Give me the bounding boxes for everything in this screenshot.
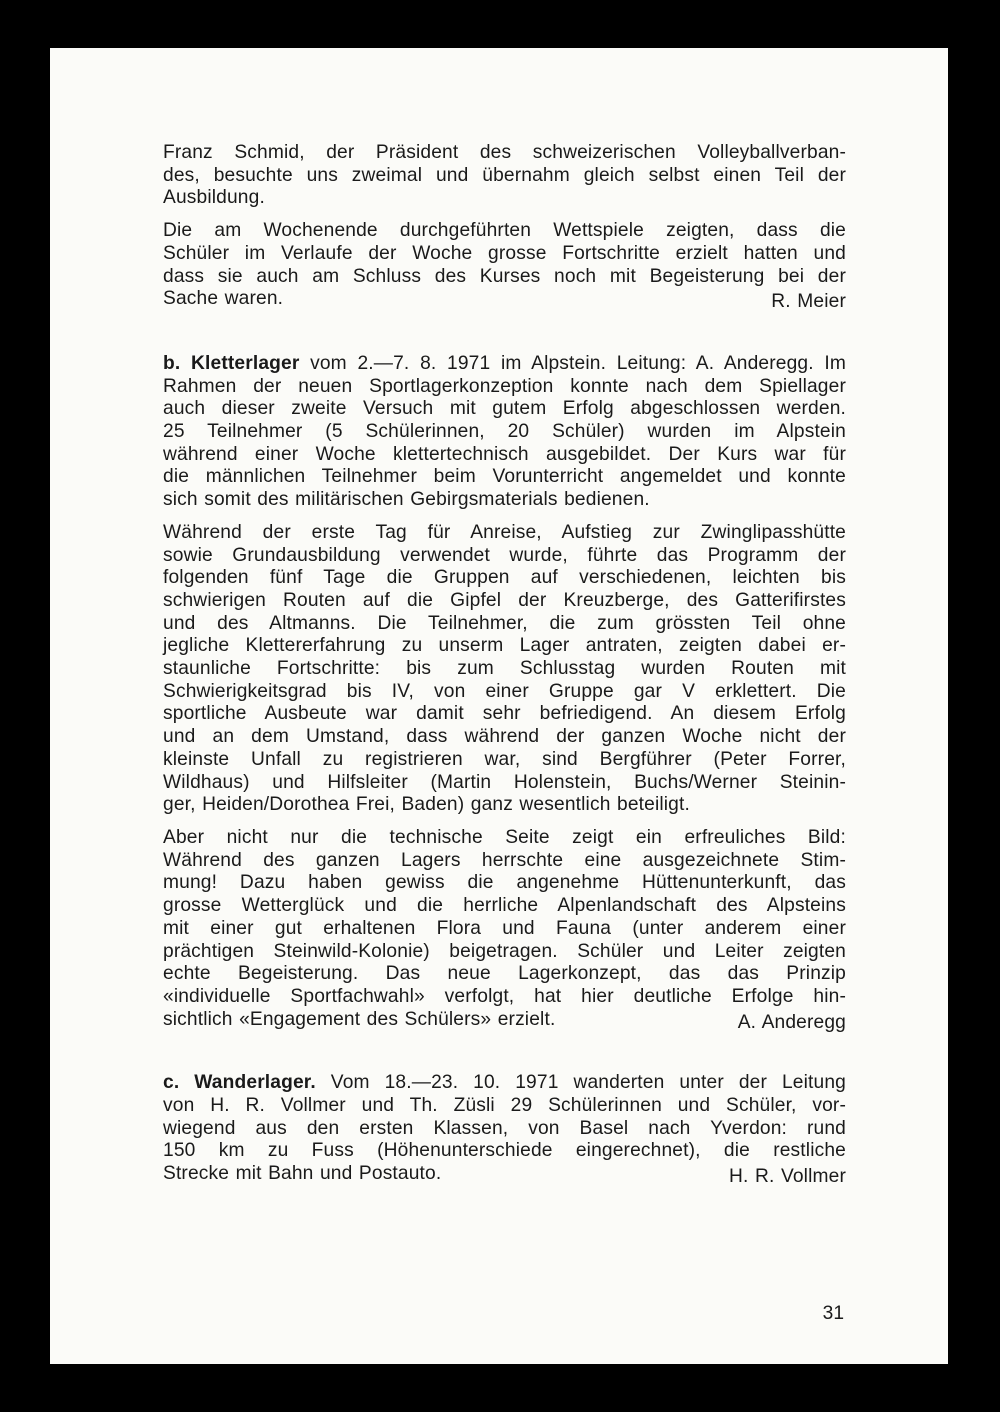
text-line: Sache waren.: [163, 288, 284, 310]
text-line: und des Altmanns. Die Teilnehmer, die zum grössten Teil ohne: [163, 612, 846, 634]
text-line: sportliche Ausbeute war damit sehr befriedigend. An diesem Erfolg: [163, 703, 846, 725]
text-line: sich somit des militärischen Gebirgsmaterials bedienen.: [163, 489, 650, 511]
text-line: schwierigen Routen auf die Gipfel der Kreuzberge, des Gatterifirstes: [163, 589, 846, 611]
text-line: kleinste Unfall zu registrieren war, sind Bergführer (Peter Forrer,: [163, 748, 846, 770]
text-line: mung! Dazu haben gewiss die angenehme Hüttenunterkunft, das: [163, 872, 846, 894]
text-line: Rahmen der neuen Sportlagerkonzeption konnte nach dem Spiellager: [163, 375, 846, 397]
signature-line: [163, 1163, 846, 1186]
page-content: [163, 142, 846, 1186]
section-b-heading: b. Kletterlager: [163, 352, 300, 374]
text-line: folgenden fünf Tage die Gruppen auf verschiedenen, leichten bis: [163, 567, 846, 589]
text-line: sichtlich «Engagement des Schülers» erzielt.: [163, 1008, 556, 1030]
text-line: Aber nicht nur die technische Seite zeigt ein erfreuliches Bild:: [163, 826, 846, 848]
text-line: Schüler im Verlaufe der Woche grosse Fortschritte erzielt hatten und: [163, 242, 846, 264]
text-line: die männlichen Teilnehmer beim Vorunterricht angemeldet und konnte: [163, 466, 846, 488]
signature-line: [163, 1009, 846, 1032]
text-line: Während des ganzen Lagers herrschte eine ausgezeichnete Stim-: [163, 849, 846, 871]
section-c-paragraph: [163, 1072, 846, 1186]
text-line: sowie Grundausbildung verwendet wurde, führte das Programm der: [163, 544, 846, 566]
text-run: vom 2.—7. 8. 1971 im Alpstein. Leitung: A. Anderegg. Im: [299, 352, 846, 374]
text-line: Die am Wochenende durchgeführten Wettspiele zeigten, dass die: [163, 220, 846, 242]
paragraph-wettspiele: [163, 220, 846, 311]
text-line: «individuelle Sportfachwahl» verfolgt, hat hier deutliche Erfolge hin-: [163, 985, 846, 1007]
text-run: Vom 18.—23. 10. 1971 wanderten unter der Leitung: [315, 1072, 846, 1094]
section-c-heading: c. Wanderlager.: [163, 1072, 316, 1094]
document-page: [50, 48, 948, 1364]
text-line: und an dem Umstand, dass während der ganzen Woche nicht der: [163, 726, 846, 748]
text-line: Franz Schmid, der Präsident des schweizerischen Volleyballverban-: [163, 142, 846, 163]
text-line: wiegend aus den ersten Klassen, von Basel nach Yverdon: rund: [163, 1117, 846, 1139]
signature-line: [163, 288, 846, 311]
section-b-paragraph-2: [163, 522, 846, 817]
text-line: grosse Wetterglück und die herrliche Alpenlandschaft des Alpsteins: [163, 895, 846, 917]
section-b-paragraph-3: [163, 827, 846, 1031]
text-line: [163, 353, 846, 376]
text-line: Wildhaus) und Hilfsleiter (Martin Holenstein, Buchs/Werner Steinin-: [163, 771, 846, 793]
text-line: dass sie auch am Schluss des Kurses noch mit Begeisterung bei der: [163, 265, 846, 287]
author-signature: A. Anderegg: [737, 1011, 846, 1033]
author-signature: R. Meier: [771, 291, 846, 313]
page-number: 31: [822, 1303, 844, 1324]
text-line: 25 Teilnehmer (5 Schülerinnen, 20 Schüler) wurden im Alpstein: [163, 421, 846, 443]
text-line: Ausbildung.: [163, 187, 265, 209]
text-line: mit einer gut erhaltenen Flora und Fauna (unter anderem einer: [163, 917, 846, 939]
text-line: Strecke mit Bahn und Postauto.: [163, 1163, 442, 1185]
paragraph-intro: [163, 142, 846, 210]
text-line: jegliche Klettererfahrung zu unserm Lager antraten, zeigten dabei er-: [163, 635, 846, 657]
text-line: staunliche Fortschritte: bis zum Schlusstag wurden Routen mit: [163, 658, 846, 680]
text-line: Schwierigkeitsgrad bis IV, von einer Gruppe gar V erklettert. Die: [163, 680, 846, 702]
text-line: von H. R. Vollmer und Th. Züsli 29 Schülerinnen und Schüler, vor-: [163, 1095, 846, 1117]
text-line: echte Begeisterung. Das neue Lagerkonzept, das das Prinzip: [163, 963, 846, 985]
text-line: [163, 1072, 846, 1095]
text-line: während einer Woche klettertechnisch ausgebildet. Der Kurs war für: [163, 443, 846, 465]
text-line: 150 km zu Fuss (Höhenunterschiede eingerechnet), die restliche: [163, 1140, 846, 1162]
text-line: ger, Heiden/Dorothea Frei, Baden) ganz wesentlich beteiligt.: [163, 794, 690, 816]
text-line: auch dieser zweite Versuch mit gutem Erfolg abgeschlossen werden.: [163, 398, 846, 420]
text-line: Während der erste Tag für Anreise, Aufstieg zur Zwinglipasshütte: [163, 521, 846, 543]
section-b-paragraph-1: [163, 353, 846, 512]
text-line: des, besuchte uns zweimal und übernahm gleich selbst einen Teil der: [163, 164, 846, 186]
text-line: prächtigen Steinwild-Kolonie) beigetragen. Schüler und Leiter zeigten: [163, 940, 846, 962]
author-signature: H. R. Vollmer: [729, 1166, 846, 1188]
